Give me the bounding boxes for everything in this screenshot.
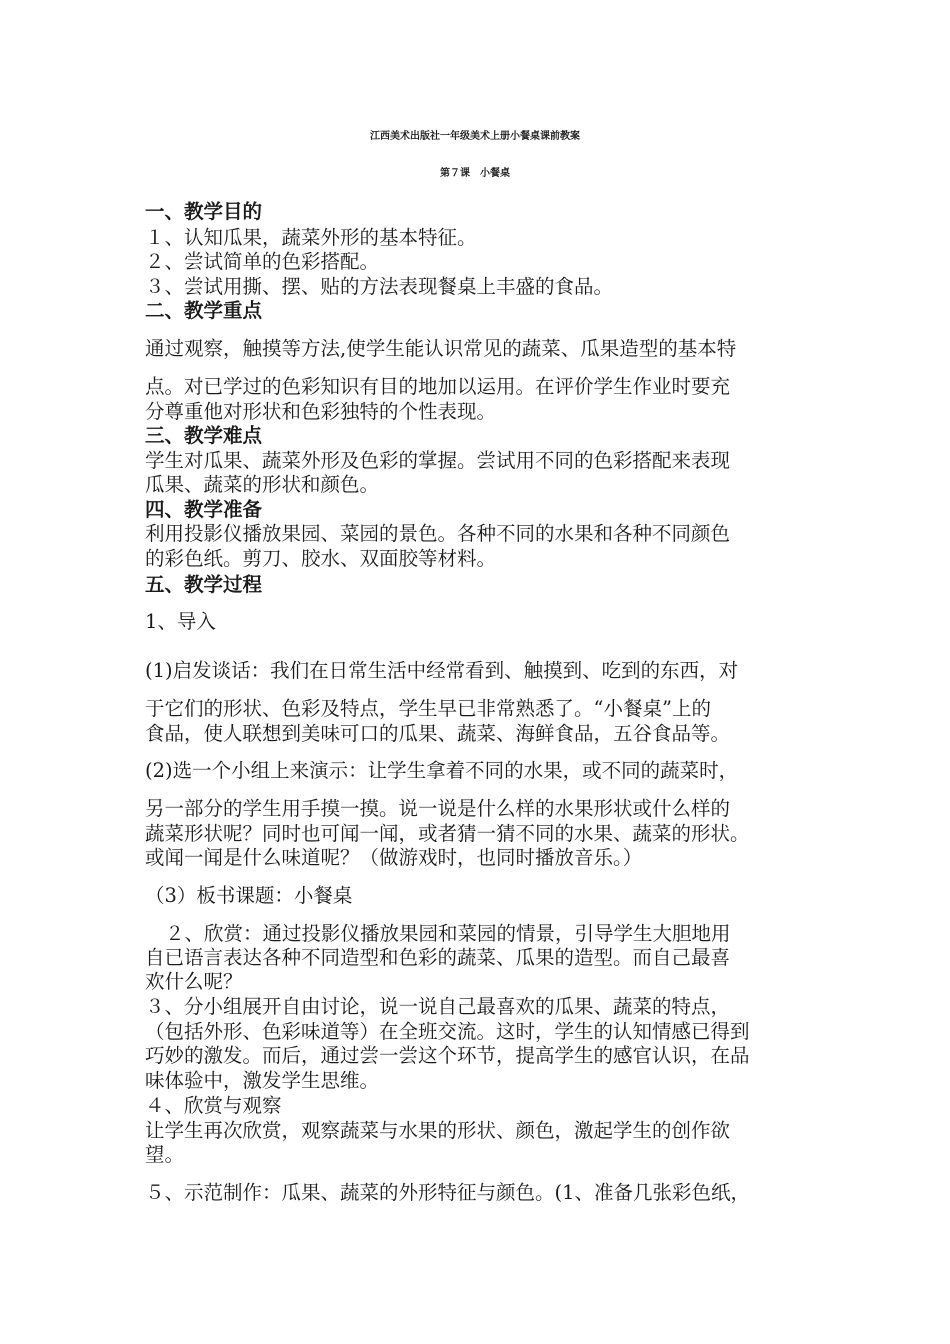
text-line: (1)启发谈话：我们在日常生活中经常看到、触摸到、吃到的东西，对 <box>145 659 739 682</box>
lesson-subtitle: 第７课 小餐桌 <box>440 168 510 179</box>
text-line: 的彩色纸。剪刀、胶水、双面胶等材料。 <box>145 547 497 570</box>
text-line: １、认知瓜果，蔬菜外形的基本特征。 <box>145 226 477 249</box>
section-heading: 五、教学过程 <box>145 573 263 596</box>
section-heading: 一、教学目的 <box>145 200 263 223</box>
text-line: 望。 <box>145 1143 185 1166</box>
text-line: 欢什么呢？ <box>145 970 243 993</box>
text-line: 于它们的形状、色彩及特点，学生早已非常熟悉了。“小餐桌”上的 <box>145 697 711 720</box>
text-line: ３、分小组展开自由讨论，说一说自己最喜欢的瓜果、蔬菜的特点， <box>145 995 731 1018</box>
text-line: 通过观察，触摸等方法,使学生能认识常见的蔬菜、瓜果造型的基本特 <box>145 337 737 360</box>
section-heading: 四、教学准备 <box>145 498 263 521</box>
text-line: （包括外形、色彩味道等）在全班交流。这时，学生的认知情感已得到 <box>145 1020 750 1043</box>
text-line: ２、尝试简单的色彩搭配。 <box>145 250 380 273</box>
text-line: 味体验中，激发学生思维。 <box>145 1069 380 1092</box>
text-line: 点。对已学过的色彩知识有目的地加以运用。在评价学生作业时要充 <box>145 375 731 398</box>
text-line: 1、导入 <box>145 610 216 633</box>
text-line: 学生对瓜果、蔬菜外形及色彩的掌握。尝试用不同的色彩搭配来表现 <box>145 449 731 472</box>
text-line: (2)选一个小组上来演示：让学生拿着不同的水果，或不同的蔬菜时， <box>145 759 739 782</box>
page-title: 江西美术出版社一年级美术上册小餐桌课前教案 <box>370 131 580 142</box>
text-line: ４、欣赏与观察 <box>145 1094 282 1117</box>
text-line: 蔬菜形状呢？同时也可闻一闻，或者猜一猜不同的水果、蔬菜的形状。 <box>145 822 750 845</box>
text-line: 分尊重他对形状和色彩独特的个性表现。 <box>145 400 497 423</box>
section-heading: 二、教学重点 <box>145 299 263 322</box>
text-line: 或闻一闻是什么味道呢？（做游戏时，也同时播放音乐。） <box>145 846 643 869</box>
text-line: ２、欣赏：通过投影仪播放果园和菜园的情景，引导学生大胆地用 <box>165 922 731 945</box>
text-line: （3）板书课题：小餐桌 <box>145 884 353 907</box>
text-line: ５、示范制作：瓜果、蔬菜的外形特征与颜色。(1、准备几张彩色纸， <box>145 1181 751 1204</box>
text-line: 另一部分的学生用手摸一摸。说一说是什么样的水果形状或什么样的 <box>145 797 731 820</box>
text-line: 巧妙的激发。而后，通过尝一尝这个环节，提高学生的感官认识，在品 <box>145 1044 750 1067</box>
section-heading: 三、教学难点 <box>145 424 263 447</box>
text-line: ３、尝试用撕、摆、贴的方法表现餐桌上丰盛的食品。 <box>145 275 614 298</box>
text-line: 利用投影仪播放果园、菜园的景色。各种不同的水果和各种不同颜色 <box>145 522 731 545</box>
text-line: 自已语言表达各种不同造型和色彩的蔬菜、瓜果的造型。而自己最喜 <box>145 946 731 969</box>
text-line: 瓜果、蔬菜的形状和颜色。 <box>145 473 380 496</box>
text-line: 让学生再次欣赏，观察蔬菜与水果的形状、颜色，激起学生的创作欲 <box>145 1119 731 1142</box>
text-line: 食品，使人联想到美味可口的瓜果、蔬菜、海鲜食品，五谷食品等。 <box>145 722 731 745</box>
